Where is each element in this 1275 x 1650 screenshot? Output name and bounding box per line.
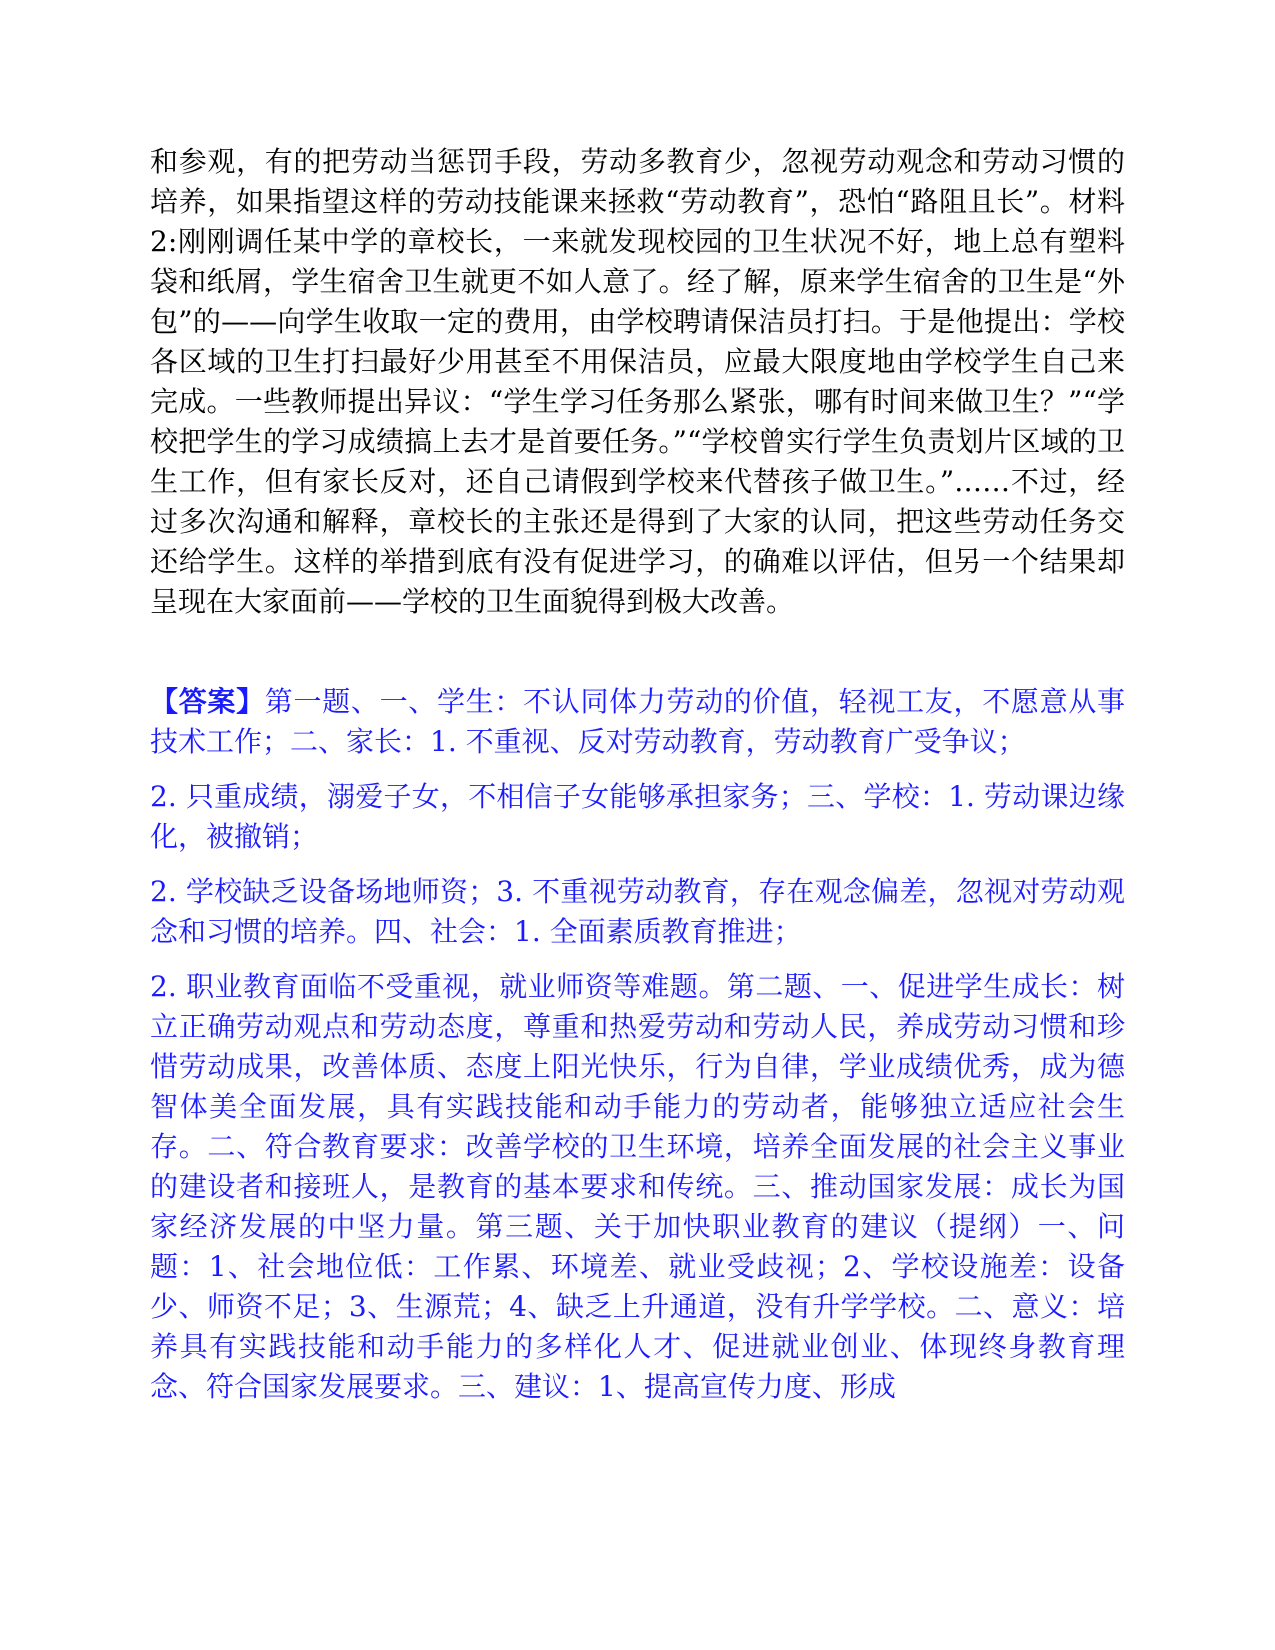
material-section [150,142,1125,622]
answer-first-text: 第一题、一、学生：不认同体力劳动的价值，轻视工友，不愿意从事技术工作；二、家长：1. 不重视、反对劳动教育，劳动教育广受争议； [150,685,1125,758]
answer-paragraph [150,682,1125,762]
answer-section [150,682,1125,1407]
answer-paragraph: 2. 学校缺乏设备场地师资；3. 不重视劳动教育，存在观念偏差，忽视对劳动观念和习惯的培养。四、社会：1. 全面素质教育推进； [150,875,1125,948]
answer-paragraph: 2. 职业教育面临不受重视，就业师资等难题。第二题、一、促进学生成长：树立正确劳动观点和劳动态度，尊重和热爱劳动和劳动人民，养成劳动习惯和珍惜劳动成果，改善体质、态度上阳光快乐，行为自律，学业成绩优秀，成为德智体美全面发展，具有实践技能和动手能力的劳动者，能够独立适应社会生存。二、符合教育要求：改善学校的卫生环境，培养全面发展的社会主义事业的建设者和接班人，是教育的基本要求和传统。三、推动国家发展：成长为国家经济发展的中坚力量。第三题、关于加快职业教育的建议（提纲）一、问题：1、社会地位低：工作累、环境差、就业受歧视；2、学校设施差：设备少、师资不足；3、生源荒；4、缺乏上升通道，没有升学学校。二、意义：培养具有实践技能和动手能力的多样化人才、促进就业创业、体现终身教育理念、符合国家发展要求。三、建议：1、提高宣传力度、形成 [150,970,1125,1403]
answer-paragraph: 2. 只重成绩，溺爱子女，不相信子女能够承担家务；三、学校：1. 劳动课边缘化，被撤销； [150,780,1125,853]
answer-label: 【答案】 [150,685,265,718]
material-paragraph: 和参观，有的把劳动当惩罚手段，劳动多教育少，忽视劳动观念和劳动习惯的培养，如果指望这样的劳动技能课来拯救“劳动教育”，恐怕“路阻且长”。材料 2:刚刚调任某中学的章校长，一来就发现校园的卫生状况不好，地上总有塑料袋和纸屑，学生宿舍卫生就更不如人意了。经了解，原来学生宿舍的卫生是“外包”的——向学生收取一定的费用，由学校聘请保洁员打扫。于是他提出：学校各区域的卫生打扫最好少用甚至不用保洁员，应最大限度地由学校学生自己来完成。一些教师提出异议：“学生学习任务那么紧张，哪有时间来做卫生？”“学校把学生的学习成绩搞上去才是首要任务。”“学校曾实行学生负责划片区域的卫生工作，但有家长反对，还自己请假到学校来代替孩子做卫生。”……不过，经过多次沟通和解释，章校长的主张还是得到了大家的认同，把这些劳动任务交还给学生。这样的举措到底有没有促进学习，的确难以评估，但另一个结果却呈现在大家面前——学校的卫生面貌得到极大改善。 [150,145,1125,618]
